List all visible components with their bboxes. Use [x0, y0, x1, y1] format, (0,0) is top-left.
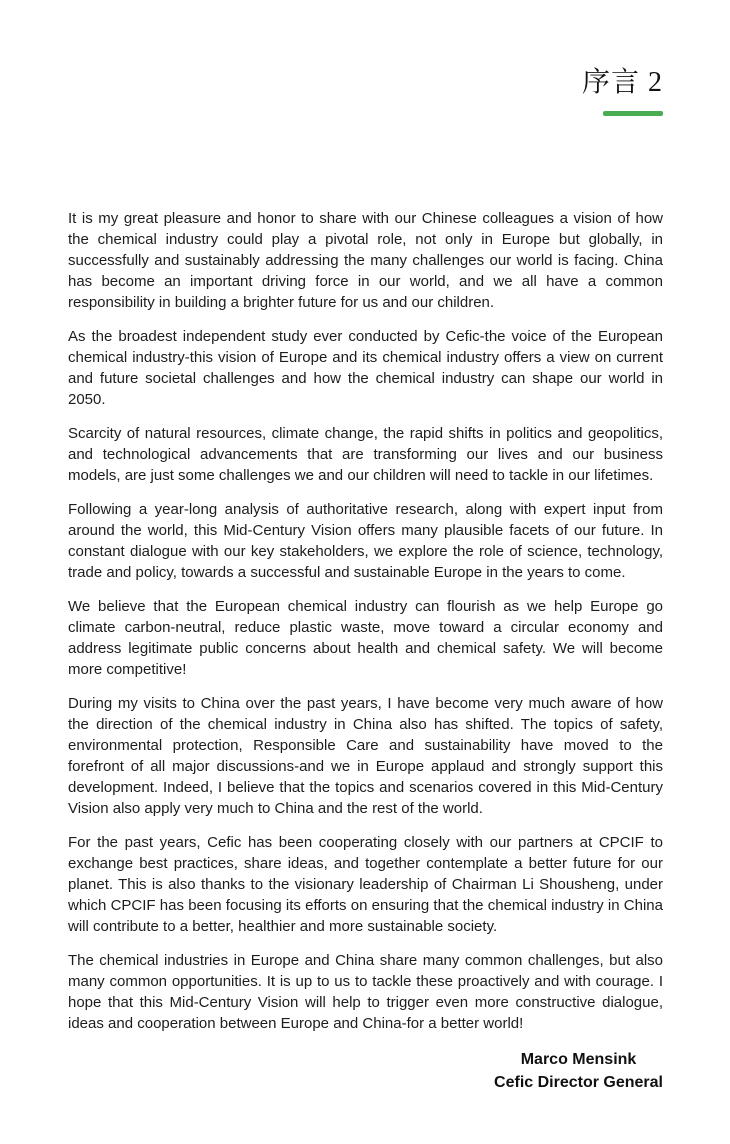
preface-paragraph: The chemical industries in Europe and China share many common challenges, but also many common opportunities. It is up to us to tackle these proactively and with courage. I hope that this Mid-Century Vision will help to trigger even more constructive dialogue, ideas and cooperation between Europe and China-for a better world!: [68, 952, 663, 1032]
preface-paragraph: As the broadest independent study ever conducted by Cefic-the voice of the European chemical industry-this vision of Europe and its chemical industry offers a view on current and future societal challenges and how the chemical industry can shape our world in 2050.: [68, 328, 663, 408]
signature-inner: [494, 1048, 663, 1094]
title-block: [582, 68, 663, 116]
preface-paragraph: It is my great pleasure and honor to share with our Chinese colleagues a vision of how the chemical industry could play a pivotal role, not only in Europe but globally, in successfully and sustainably addressing the many challenges our world is facing. China has become an important driving force in our world, and we all have a common responsibility in building a brighter future for us and our children.: [68, 210, 663, 311]
preface-paragraph: Following a year-long analysis of authoritative research, along with expert input from around the world, this Mid-Century Vision offers many plausible facets of our future. In constant dialogue with our key stakeholders, we explore the role of science, technology, trade and policy, towards a successful and sustainable Europe in the years to come.: [68, 501, 663, 581]
signature-block: [68, 1048, 663, 1094]
preface-paragraph: Scarcity of natural resources, climate change, the rapid shifts in politics and geopolitics, and technological advancements that are transforming our lives and our business models, are just some challenges we and our children will need to tackle in our lifetimes.: [68, 425, 663, 484]
preface-body: [68, 208, 663, 1094]
preface-paragraph: During my visits to China over the past years, I have become very much aware of how the direction of the chemical industry in China also has shifted. The topics of safety, environmental protection, Responsible Care and sustainability have moved to the forefront of all major discussions-and we in Europe applaud and strongly support this development. Indeed, I believe that the topics and scenarios covered in this Mid-Century Vision also apply very much to China and the rest of the world.: [68, 695, 663, 817]
page-title: 序言 2: [581, 67, 663, 98]
preface-paragraph: For the past years, Cefic has been cooperating closely with our partners at CPCIF to exchange best practices, share ideas, and together contemplate a better future for our planet. This is also thanks to the visionary leadership of Chairman Li Shousheng, under which CPCIF has been focusing its efforts on ensuring that the chemical industry in China will contribute to a better, healthier and more sustainable society.: [68, 834, 663, 935]
title-underline-accent: [603, 111, 663, 116]
preface-paragraph: We believe that the European chemical industry can flourish as we help Europe go climate carbon-neutral, reduce plastic waste, move toward a circular economy and address legitimate public concerns about health and chemical safety. We will become more competitive!: [68, 598, 663, 678]
signature-role: Cefic Director General: [494, 1074, 663, 1091]
signature-name: Marco Mensink: [520, 1051, 637, 1068]
